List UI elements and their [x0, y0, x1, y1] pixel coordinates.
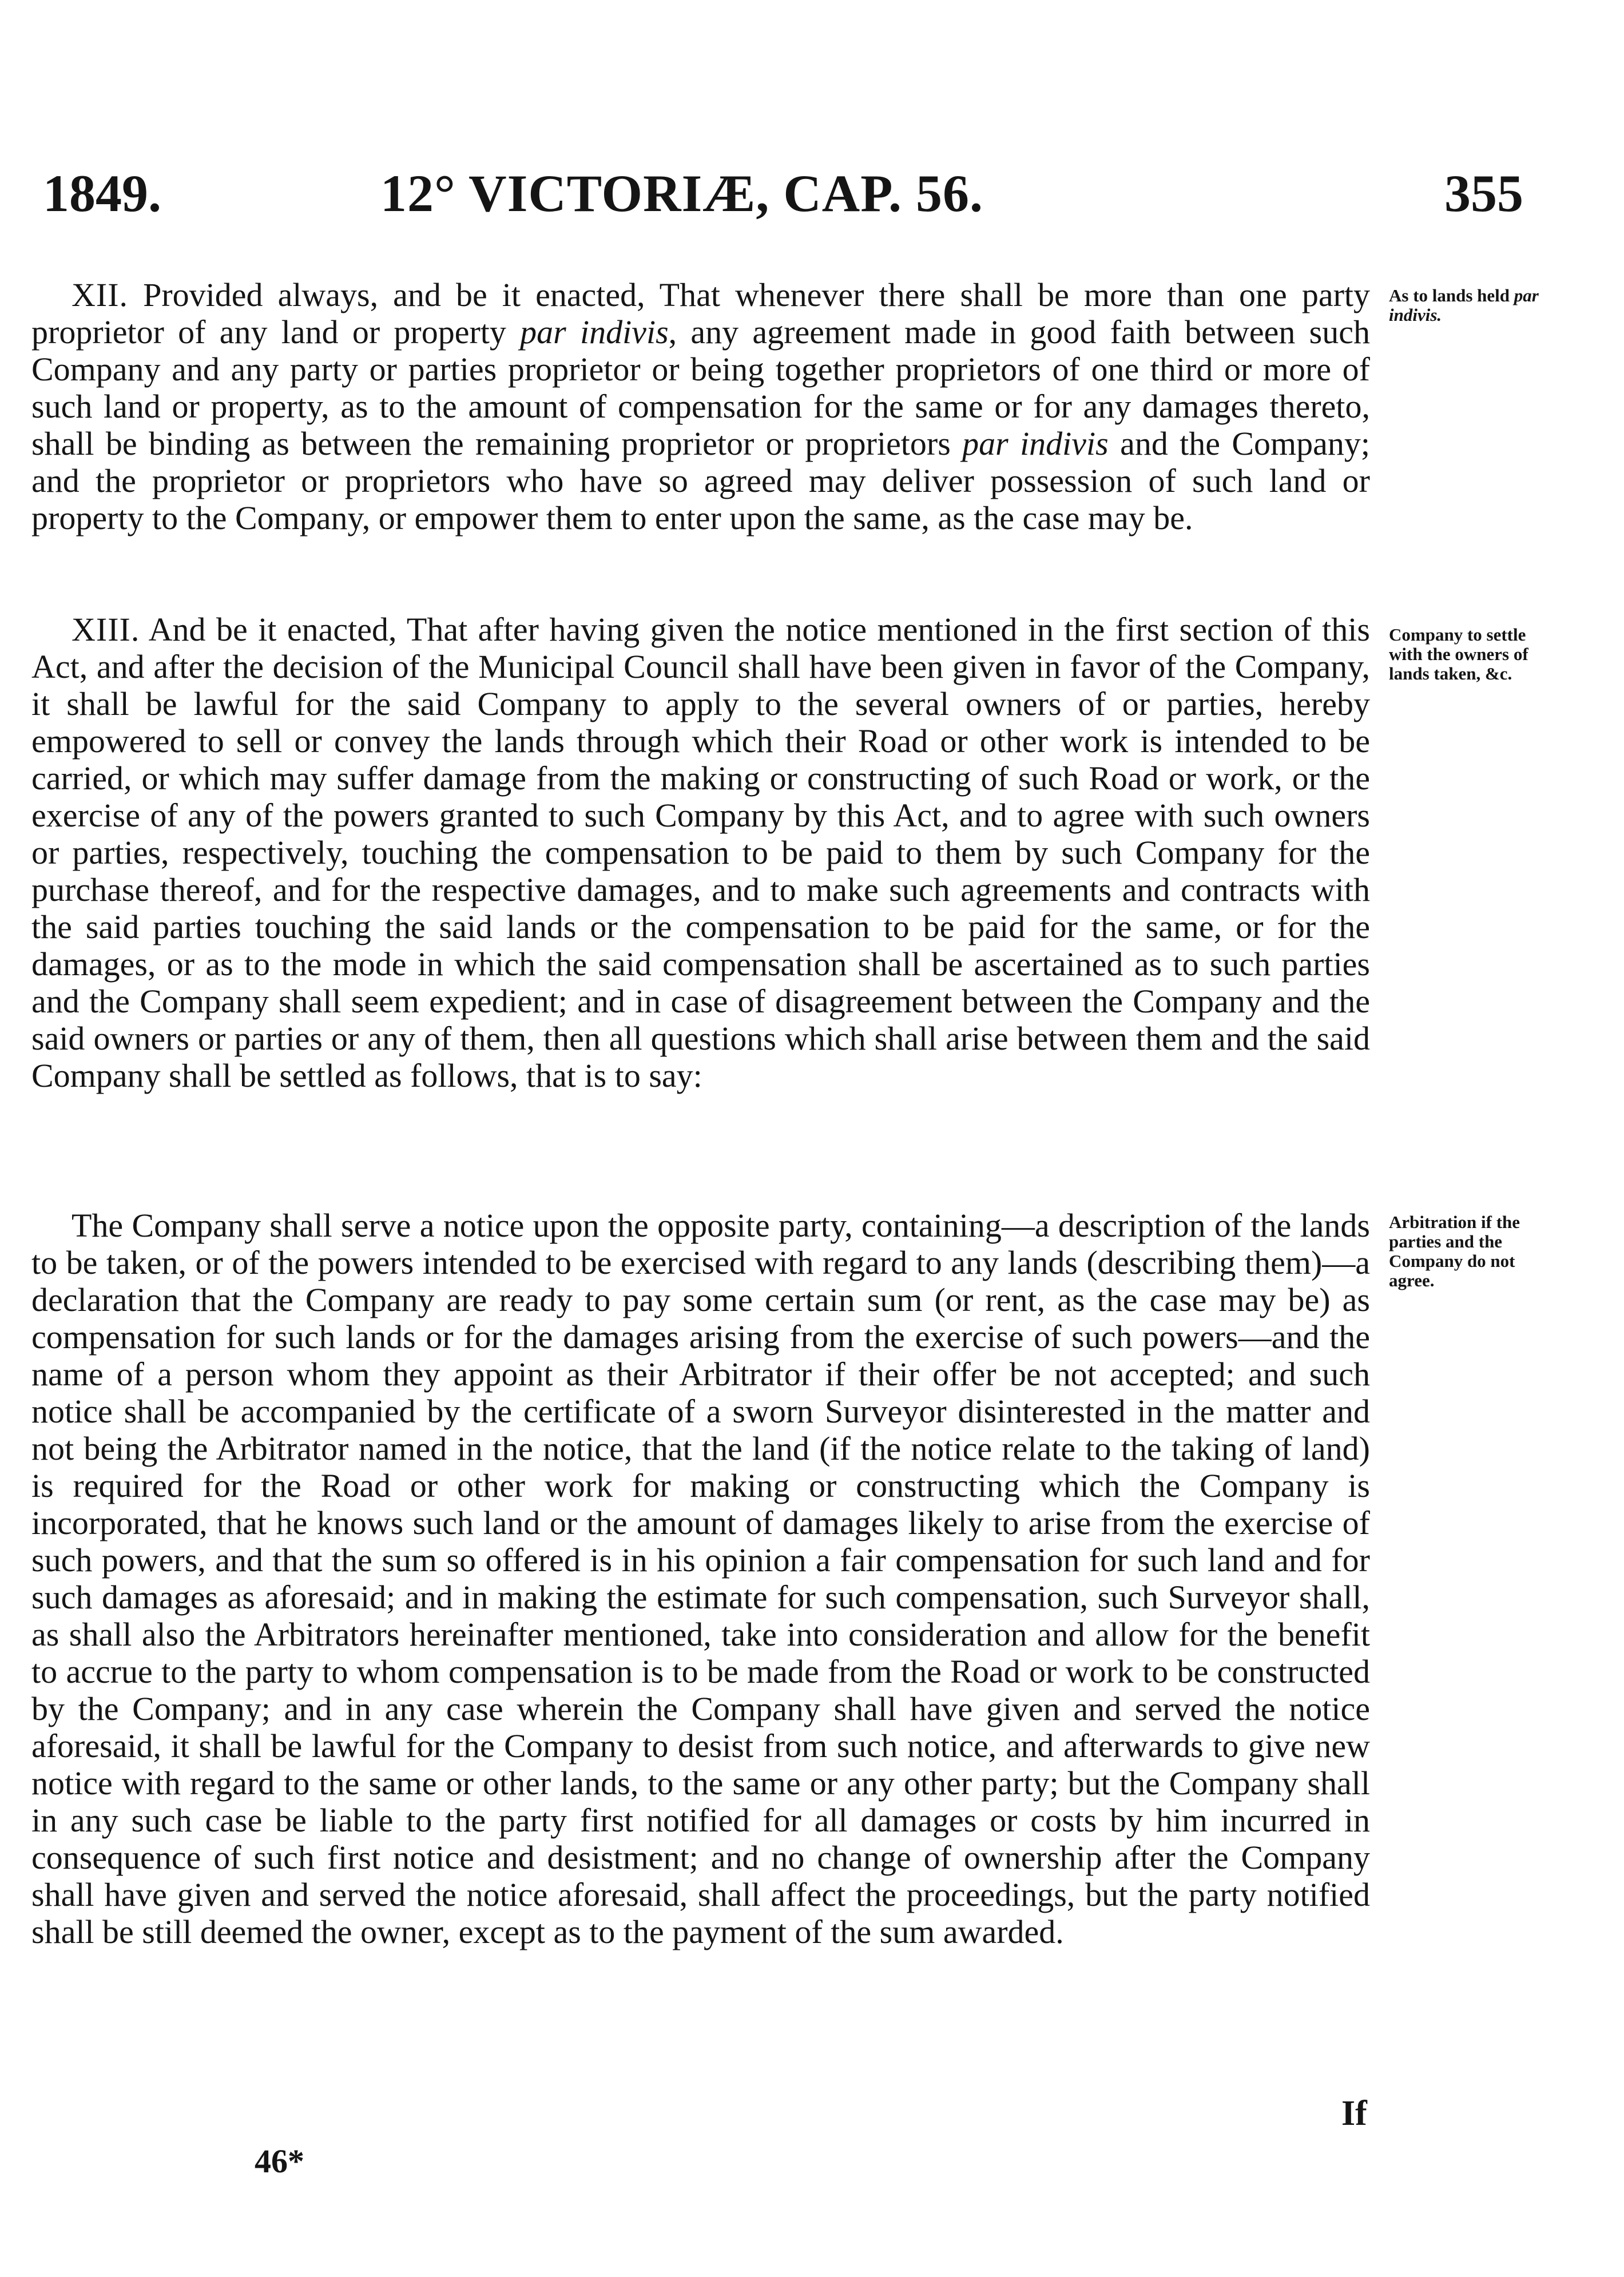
section-xii-paragraph — [31, 276, 1370, 537]
margin-note-arbitration: Arbitration if the parties and the Company do not agree. — [1389, 1212, 1520, 1290]
section-text: And be it enacted, That after having given the notice mentioned in the first section of this Act, and after the decision of the Municipal Council shall have been given in favor of the Company, it shall be lawful for the said Company to apply to the several owners of or parties, hereby empowered to sell or convey the lands through which their Road or other work is intended to be carried, or which may suffer damage from the making or constructing of such Road or work, or the exercise of any of the powers granted to such Company by this Act, and to agree with such owners or parties, respectively, touching the compensation to be paid to them by such Company for the purchase thereof, and for the respective damages, and to make such agreements and contracts with the said parties touching the said lands or the compensation to be paid for the same, or for the damages, or as to the mode in which the said compensation shall be ascertained as to such parties and the Company shall seem expedient; and in case of disagreement between the Company and the said owners or parties or any of them, then all questions which shall arise between them and the said Company shall be settled as follows, that is to say: — [31, 611, 1370, 1094]
margin-note-text: As to lands held — [1389, 285, 1514, 305]
signature-mark: 46* — [255, 2143, 304, 2180]
section-text: Provided always, and be it enacted, That whenever there shall be more than one party proprietor of any land or property — [31, 276, 1370, 351]
margin-note-italic: par indivis. — [1389, 285, 1539, 325]
page-header — [0, 163, 1624, 232]
latin-term: par indivis — [520, 313, 669, 351]
arbitration-paragraph: The Company shall serve a notice upon the opposite party, containing—a description of the lands to be taken, or of the powers intended to be exercised with regard to any lands (describing them)—a declaration that the Company are ready to pay some certain sum (or rent, as the case may be) as compensation for such lands or for the damages arising from the exercise of such powers—and the name of a person whom they appoint as their Arbitrator if their offer be not accepted; and such notice shall be accompanied by the certificate of a sworn Surveyor disinterested in the matter and not being the Arbitrator named in the notice, that the land (if the notice relate to the taking of land) is required for the Road or other work for making or constructing which the Company is incorporated, that he knows such land or the amount of damages likely to arise from the exercise of such powers, and that the sum so offered is in his opinion a fair compensation for such land and for such damages as aforesaid; and in making the estimate for such compensation, such Surveyor shall, as shall also the Arbitrators hereinafter mentioned, take into consideration and allow for the benefit to accrue to the party to whom compensation is to be made from the Road or work to be constructed by the Company; and in any case wherein the Company shall have given and served the notice aforesaid, it shall be lawful for the Company to desist from such notice, and afterwards to give new notice with regard to the same or other lands, to the same or any other party; but the Company shall in any such case be liable to the party first notified for all damages or costs by him incurred in consequence of such first notice and desistment; and no change of ownership after the Company shall have given and served the notice aforesaid, shall affect the proceedings, but the party notified shall be still deemed the owner, except as to the payment of the sum awarded. — [31, 1207, 1370, 1950]
margin-note-xiii: Company to settle with the owners of lands taken, &c. — [1389, 625, 1528, 684]
header-year: 1849. — [43, 164, 161, 222]
catchword: If — [1341, 2094, 1367, 2133]
margin-note-xii — [1389, 286, 1555, 325]
section-xiii-paragraph — [31, 611, 1370, 1094]
section-text: and the Company; and the proprietor or proprietors who have so agreed may deliver possession of such land or property to the Company, or empower them to enter upon the same, as the case may be. — [31, 425, 1371, 537]
section-number: XIII. — [72, 611, 140, 648]
header-title: 12° VICTORIÆ, CAP. 56. — [380, 164, 983, 222]
latin-term: par indivis — [962, 425, 1109, 462]
section-number: XII. — [72, 276, 129, 313]
section-text: , any agreement made in good faith between such Company and any party or parties proprietor or being together proprietors of one third or more of such land or property, as to the amount of compensation for the same or for any damages thereto, shall be binding as between the remaining proprietor or proprietors — [31, 313, 1370, 462]
page-number: 355 — [1444, 164, 1523, 222]
